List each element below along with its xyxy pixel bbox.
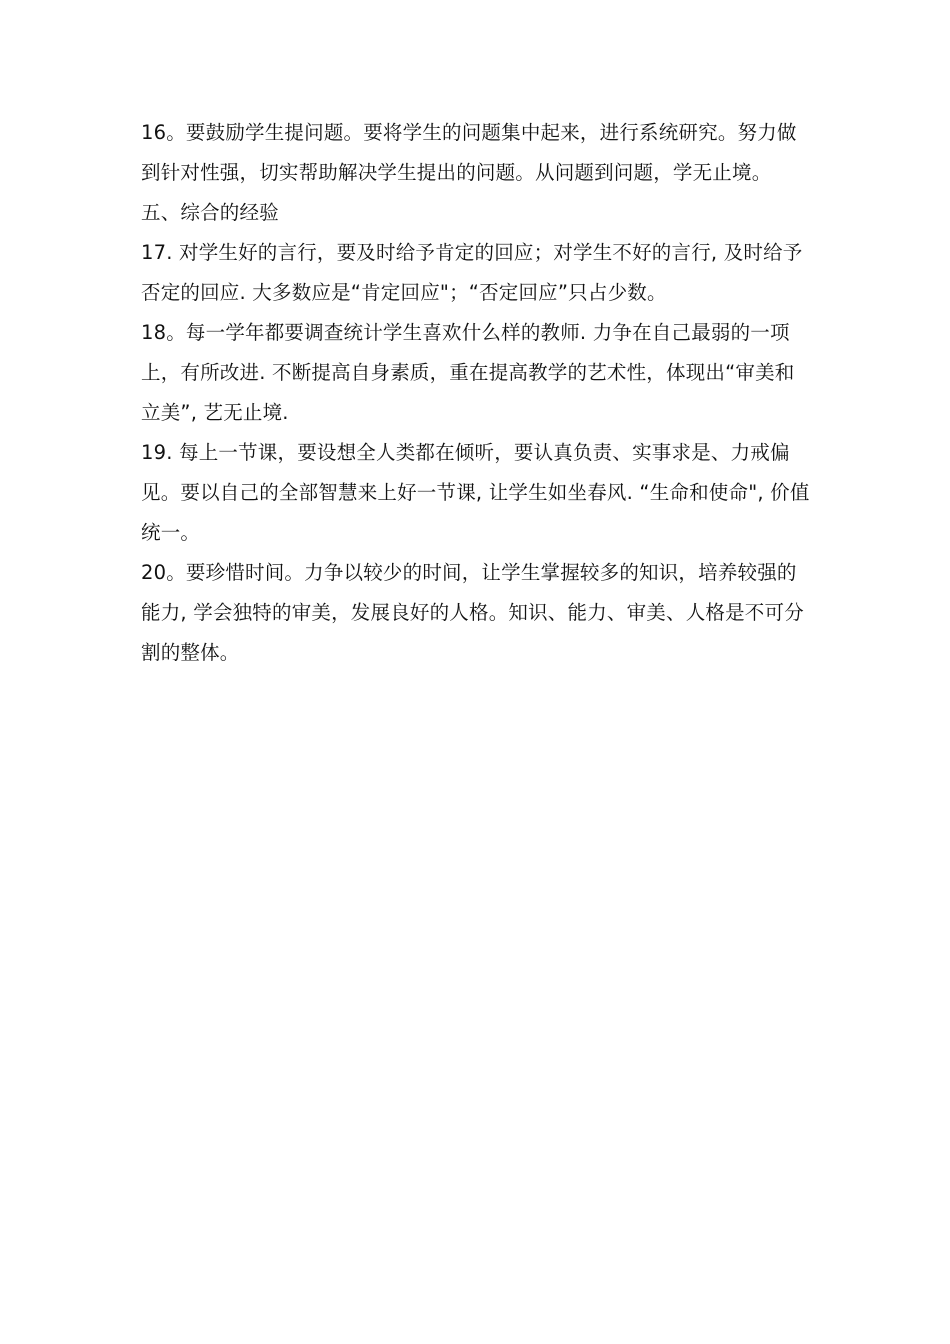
section-heading-comprehensive-experience: 五、综合的经验 — [141, 201, 279, 224]
document-body — [141, 113, 813, 673]
paragraph-item-19: 19. 每上一节课，要设想全人类都在倾听，要认真负责、实事求是、力戒偏见。要以自己的全部智慧来上好一节课, 让学生如坐春风. “生命和使命", 价值统一。 — [141, 441, 810, 544]
paragraph-item-17: 17. 对学生好的言行，要及时给予肯定的回应；对学生不好的言行, 及时给予否定的回应. 大多数应是“肯定回应"；“否定回应”只占少数。 — [141, 241, 803, 304]
paragraph-item-20: 20。要珍惜时间。力争以较少的时间，让学生掌握较多的知识，培养较强的能力, 学会独特的审美，发展良好的人格。知识、能力、审美、人格是不可分割的整体。 — [141, 561, 804, 664]
paragraph-item-18: 18。每一学年都要调查统计学生喜欢什么样的教师. 力争在自己最弱的一项上，有所改进. 不断提高自身素质，重在提高教学的艺术性，体现出“审美和立美”, 艺无止境. — [141, 321, 795, 424]
paragraph-item-16: 16。要鼓励学生提问题。要将学生的问题集中起来，进行系统研究。努力做到针对性强，切实帮助解决学生提出的问题。从问题到问题，学无止境。 — [141, 121, 797, 184]
